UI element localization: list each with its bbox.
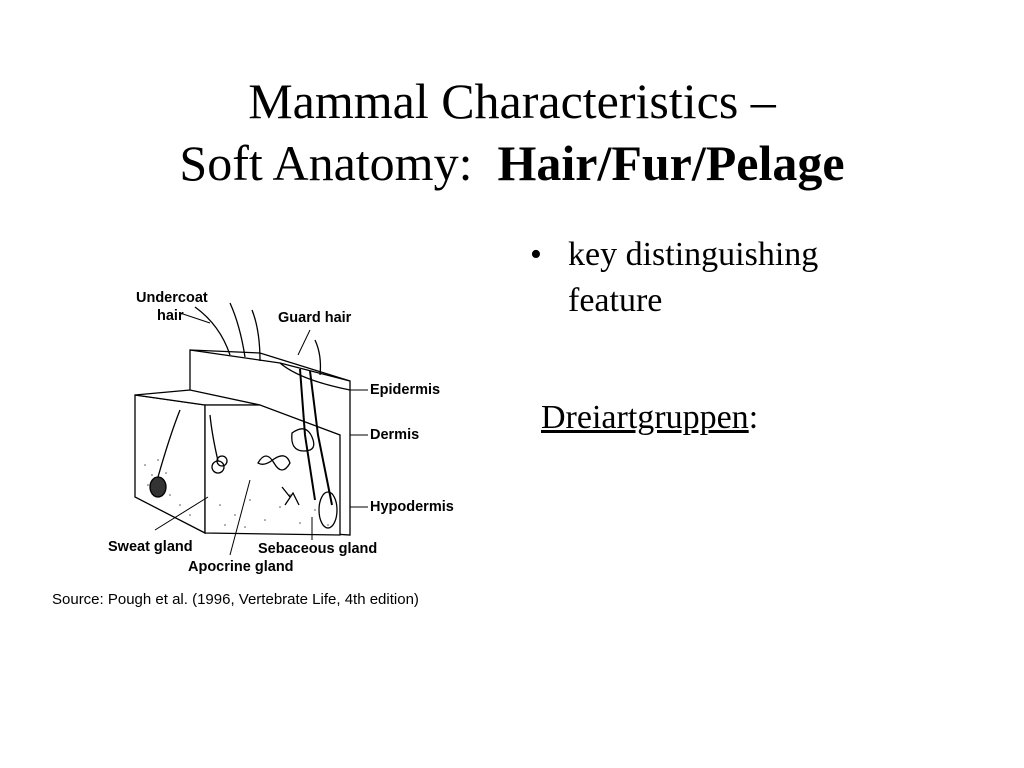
label-hypodermis: Hypodermis: [370, 499, 454, 515]
bullet-dot: •: [530, 236, 542, 273]
bullet-list: [530, 232, 950, 324]
figure-source-caption: Source: Pough et al. (1996, Vertebrate Life, 4th edition): [52, 591, 419, 608]
title-prefix: Soft Anatomy:: [179, 135, 473, 191]
title-line-1: Mammal Characteristics –: [248, 73, 776, 129]
subheading-colon: :: [748, 399, 759, 436]
label-undercoat-hair: hair: [157, 308, 184, 324]
bullet-text: key distinguishing feature: [568, 236, 819, 319]
slide-title: [0, 70, 1024, 194]
sweat-gland-shape: [150, 477, 166, 497]
bullet-item: [530, 232, 950, 324]
label-sebaceous-gland: Sebaceous gland: [258, 541, 378, 557]
label-sweat-gland: Sweat gland: [108, 539, 193, 555]
title-bold: Hair/Fur/Pelage: [497, 135, 845, 191]
label-guard-hair: Guard hair: [278, 310, 352, 326]
undercoat-hair-1: [195, 307, 230, 355]
subheading: [541, 395, 758, 441]
label-dermis: Dermis: [370, 427, 420, 443]
label-apocrine-gland: Apocrine gland: [188, 559, 294, 575]
label-epidermis: Epidermis: [370, 382, 441, 398]
title-line-2: [0, 132, 1024, 194]
front-block-side: [135, 395, 205, 533]
skin-diagram: [100, 285, 480, 585]
label-undercoat: Undercoat: [136, 290, 208, 306]
subheading-text: Dreiartgruppen: [541, 399, 749, 436]
undercoat-hair-2: [230, 303, 245, 357]
